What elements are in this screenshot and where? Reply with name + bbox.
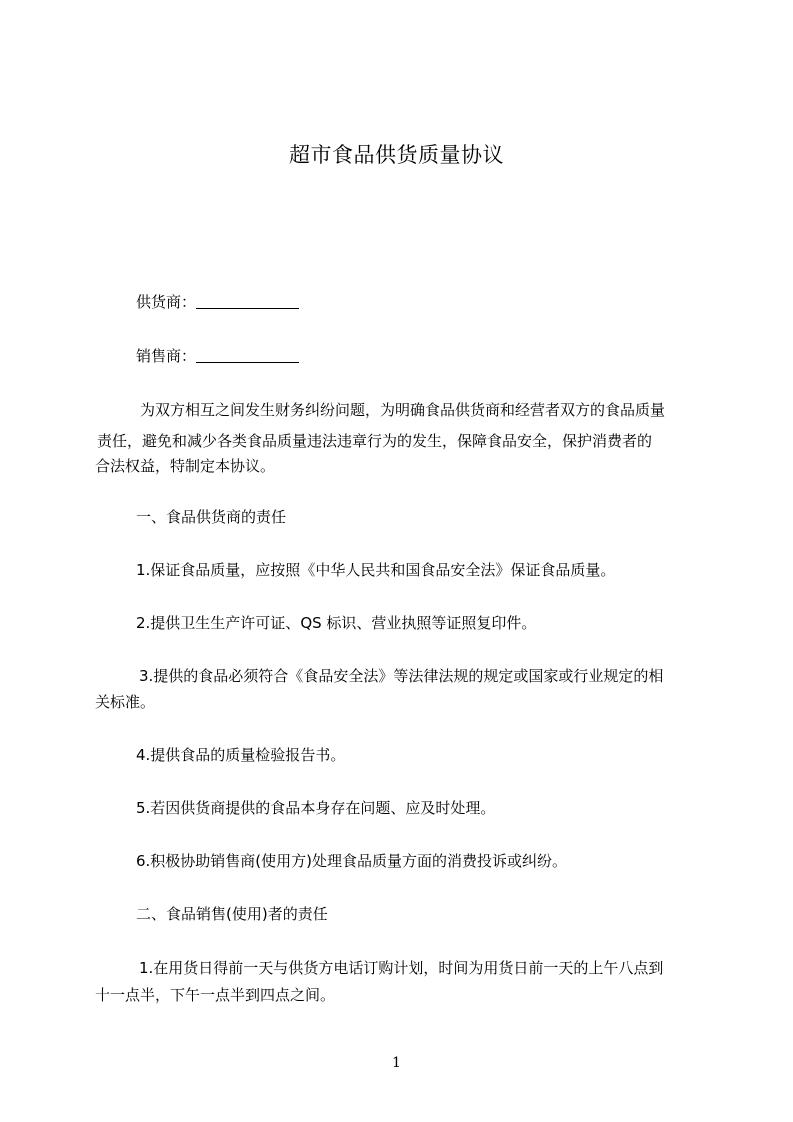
intro-line: 责任，避免和减少各类食品质量违法违章行为的发生，保障食品安全，保护消费者的 [97, 432, 653, 450]
seller-blank-line [196, 348, 299, 363]
seller-field [136, 345, 299, 366]
intro-line: 为双方相互之间发生财务纠纷问题，为明确食品供货商和经营者双方的食品质量 [140, 401, 666, 419]
section-heading: 二、食品销售(使用)者的责任 [136, 905, 328, 923]
list-item-line: 3.提供的食品必须符合《食品安全法》等法律法规的规定或国家或行业规定的相 [139, 667, 664, 685]
list-item: 5.若因供货商提供的食品本身存在问题、应及时处理。 [136, 799, 496, 817]
list-item-line: 关标准。 [95, 693, 156, 711]
list-item: 2.提供卫生生产许可证、QS 标识、营业执照等证照复印件。 [136, 614, 537, 632]
supplier-label: 供货商： [136, 293, 197, 311]
list-item: 6.积极协助销售商(使用方)处理食品质量方面的消费投诉或纠纷。 [136, 852, 568, 870]
section-heading: 一、食品供货商的责任 [136, 508, 287, 526]
supplier-blank-line [196, 294, 299, 309]
page-title: 超市食品供货质量协议 [289, 143, 504, 167]
seller-label: 销售商： [136, 347, 197, 365]
list-item-line: 十一点半，下午一点半到四点之间。 [95, 986, 336, 1004]
intro-line: 合法权益，特制定本协议。 [95, 457, 276, 475]
list-item: 4.提供食品的质量检验报告书。 [136, 746, 346, 764]
page-number: 1 [392, 1055, 401, 1071]
list-item: 1.保证食品质量，应按照《中华人民共和国食品安全法》保证食品质量。 [136, 561, 616, 579]
supplier-field [136, 291, 299, 312]
list-item-line: 1.在用货日得前一天与供货方电话订购计划，时间为用货日前一天的上午八点到 [139, 959, 664, 977]
